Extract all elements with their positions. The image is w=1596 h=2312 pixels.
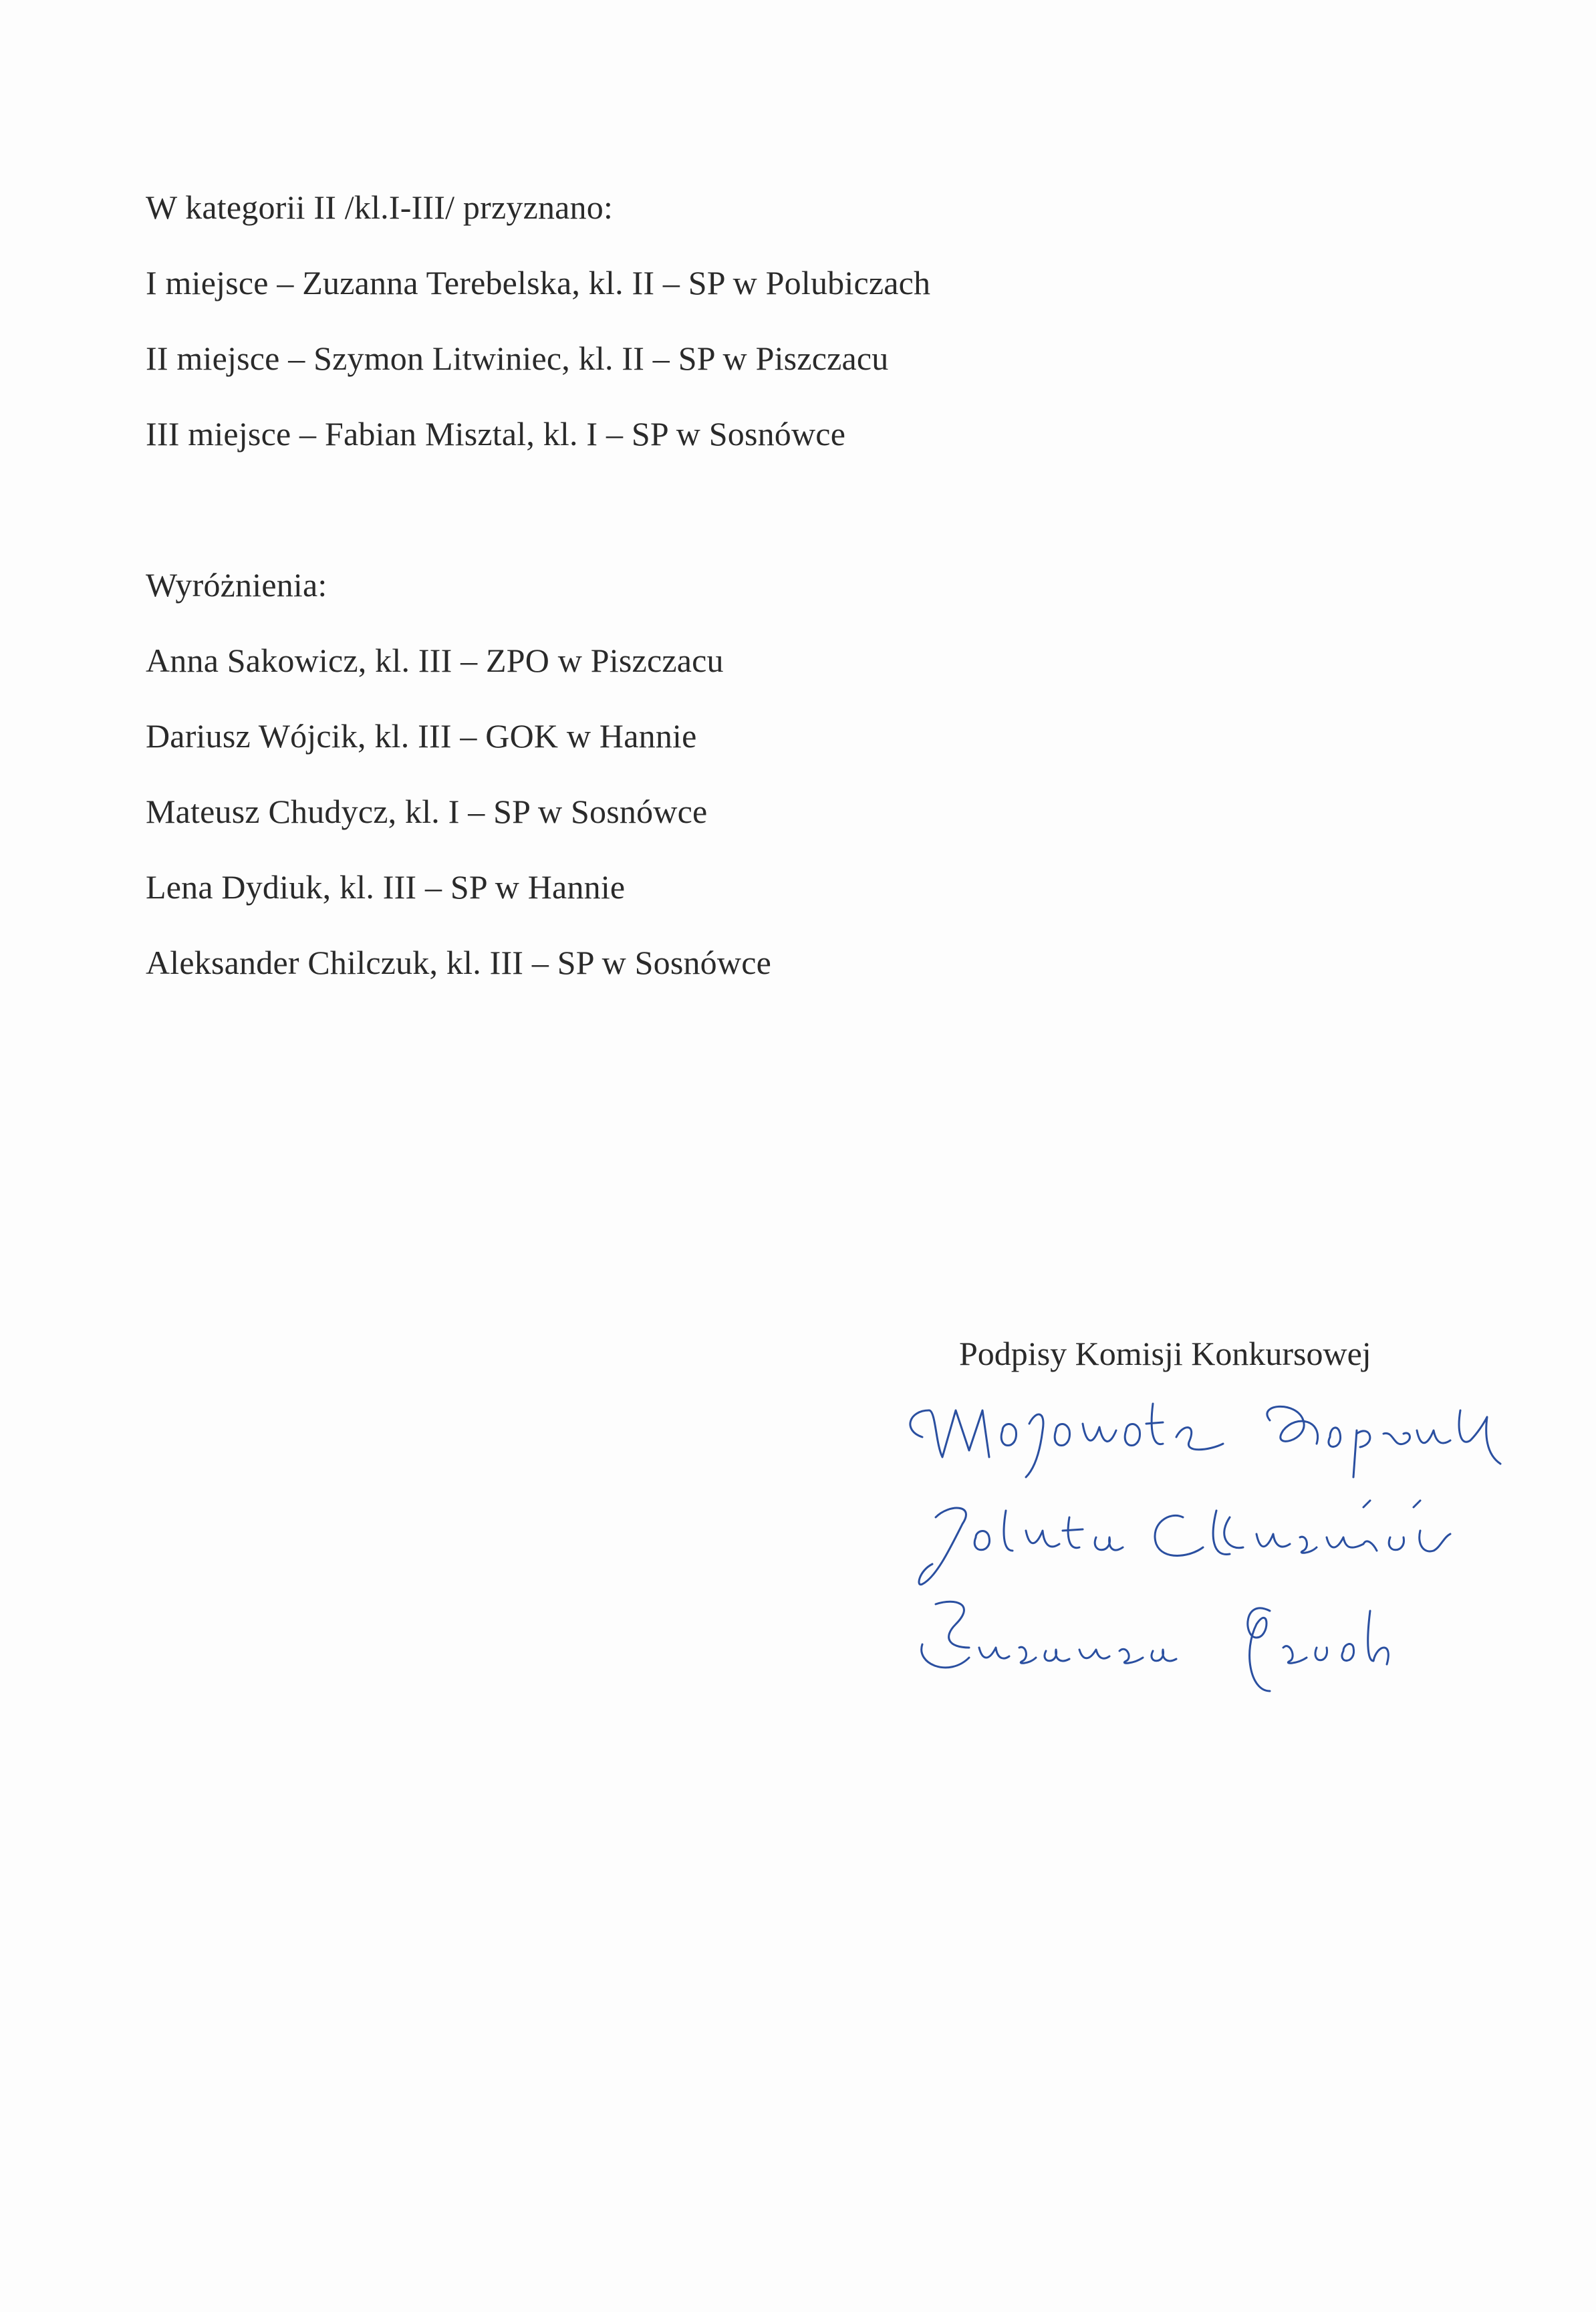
place-1: I miejsce – Zuzanna Terebelska, kl. II – SP w Polubiczach xyxy=(146,264,931,301)
place-2: II miejsce – Szymon Litwiniec, kl. II – SP w Piszczacu xyxy=(146,340,889,377)
place-3: III miejsce – Fabian Misztal, kl. I – SP w Sosnówce xyxy=(146,415,846,453)
signature-1 xyxy=(910,1404,1500,1477)
distinction-2: Dariusz Wójcik, kl. III – GOK w Hannie xyxy=(146,717,697,755)
handwritten-signatures xyxy=(896,1384,1564,1718)
distinction-3: Mateusz Chudycz, kl. I – SP w Sosnówce xyxy=(146,793,708,830)
category-heading: W kategorii II /kl.I-III/ przyznano: xyxy=(146,188,614,226)
signature-3 xyxy=(922,1601,1389,1691)
committee-label: Podpisy Komisji Konkursowej xyxy=(959,1335,1371,1372)
distinction-4: Lena Dydiuk, kl. III – SP w Hannie xyxy=(146,868,626,906)
signature-2 xyxy=(919,1501,1450,1585)
distinction-1: Anna Sakowicz, kl. III – ZPO w Piszczacu xyxy=(146,642,724,679)
distinctions-heading: Wyróżnienia: xyxy=(146,566,327,604)
distinction-5: Aleksander Chilczuk, kl. III – SP w Sosnówce xyxy=(146,944,771,981)
